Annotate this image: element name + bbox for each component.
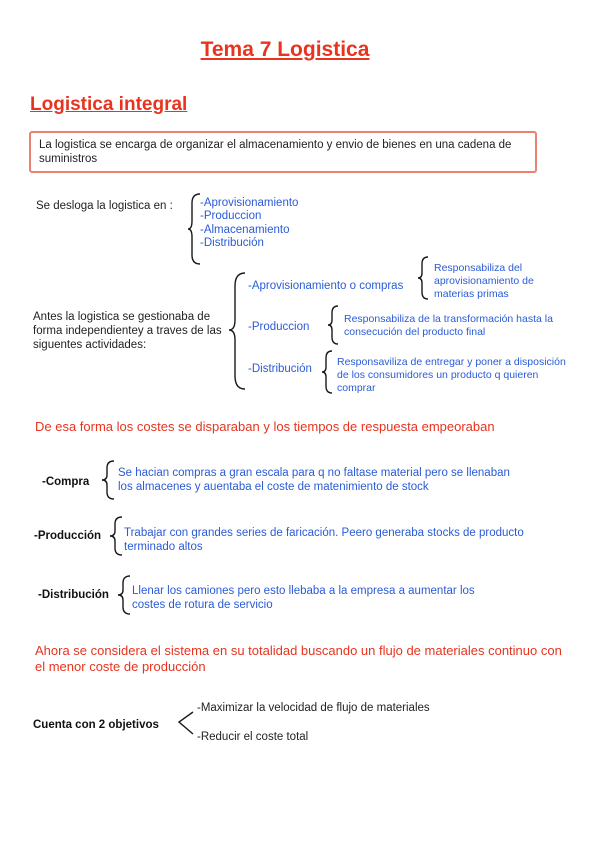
antes-item-1-desc: Responsabiliza del aprovisionamiento de materias primas	[434, 262, 534, 300]
antes-item-1-name: -Aprovisionamiento o compras	[248, 280, 404, 292]
page-title: Tema 7 Logistica	[200, 38, 370, 61]
antes-brace	[229, 272, 247, 390]
antes-item-3-name: -Distribución	[248, 363, 312, 375]
desglose-item-3: -Almacenamiento	[200, 224, 290, 236]
antes-item-3-desc: Responsaviliza de entregar y poner a disposición de los consumidores un producto q quieren comprar	[337, 356, 566, 394]
objetivos-label: Cuenta con 2 objetivos	[33, 719, 159, 731]
antes-label: Antes la logistica se gestionaba de forma independientey a traves de las siguentes actividades:	[33, 311, 222, 351]
problema-3-brace	[118, 575, 132, 615]
desglose-label: Se desloga la logistica en :	[36, 200, 173, 212]
problema-1-desc: Se hacian compras a gran escala para q no faltase material pero se llenaban los almacenes y auentaba el coste de matenimiento de stock	[118, 467, 510, 493]
costes-note: De esa forma los costes se disparaban y los tiempos de respuesta empeoraban	[35, 419, 495, 434]
problema-3-name: -Distribución	[38, 589, 109, 601]
objetivo-2: -Reducir el coste total	[197, 731, 309, 743]
definition-box	[29, 131, 537, 173]
problema-2-brace	[110, 516, 124, 556]
problema-1-name: -Compra	[42, 476, 90, 488]
antes-item-2-name: -Produccion	[248, 321, 310, 333]
antes-item-2-brace	[328, 305, 340, 345]
desglose-item-4: -Distribución	[200, 237, 264, 249]
ahora-note: Ahora se considera el sistema en su totalidad buscando un flujo de materiales continuo con el menor coste de producción	[35, 643, 562, 674]
desglose-item-1: -Aprovisionamiento	[200, 197, 299, 209]
section-title: Logistica integral	[30, 94, 188, 115]
problema-2-desc: Trabajar con grandes series de faricación. Peero generaba stocks de producto terminado altos	[124, 527, 524, 553]
antes-item-2-desc: Responsabiliza de la transformación hasta la consecución del producto final	[344, 313, 553, 338]
definition-text: La logistica se encarga de organizar el almacenamiento y envio de bienes en una cadena de suministros	[39, 139, 512, 165]
antes-item-3-brace	[322, 350, 334, 394]
problema-2-name: -Producción	[34, 530, 102, 542]
problema-1-brace	[102, 460, 116, 500]
problema-3-desc: Llenar los camiones pero esto llebaba a la empresa a aumentar los costes de rotura de servicio	[132, 585, 475, 611]
objetivos-arrow-icon	[176, 710, 196, 736]
antes-item-1-brace	[418, 256, 430, 300]
objetivo-1: -Maximizar la velocidad de flujo de materiales	[197, 702, 430, 714]
desglose-item-2: -Produccion	[200, 210, 262, 222]
